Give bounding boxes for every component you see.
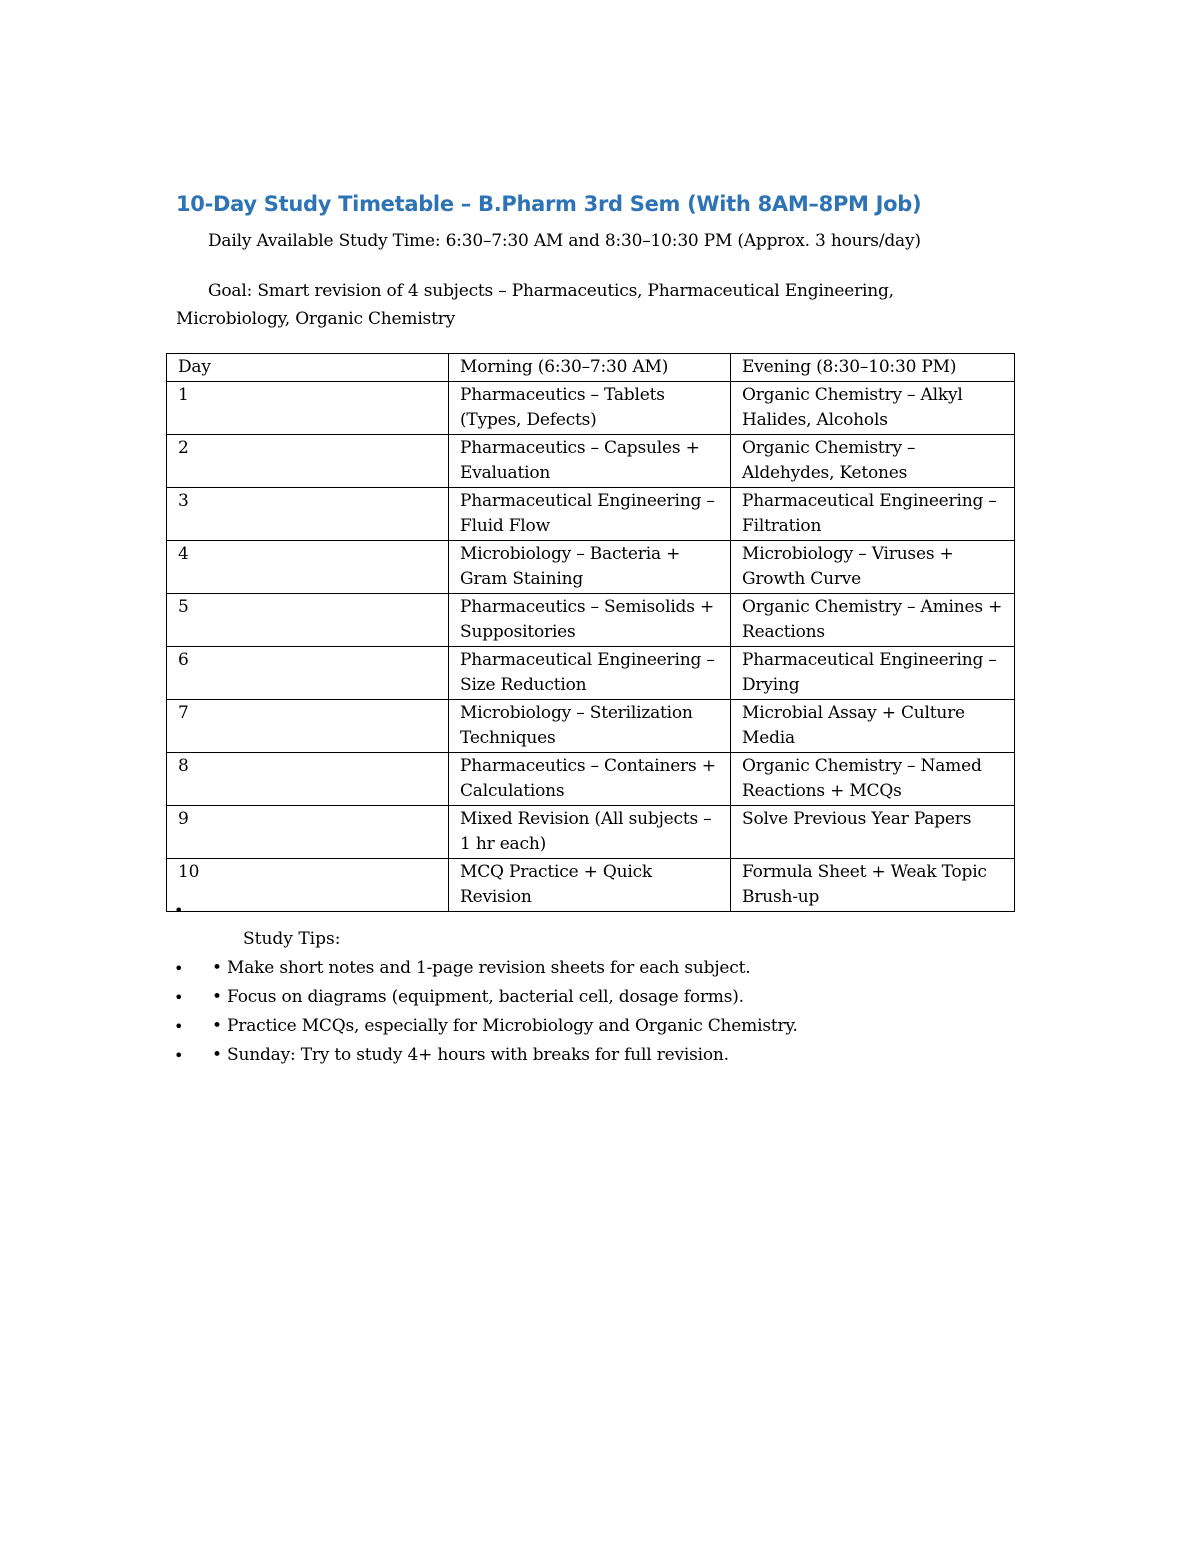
morning-cell: MCQ Practice + Quick Revision [449,859,731,912]
day-cell: 1 [167,382,449,435]
table-row [167,753,1015,806]
evening-cell: Microbial Assay + Culture Media [731,700,1015,753]
bullet-icon: • [174,1017,184,1036]
morning-cell: Mixed Revision (All subjects – 1 hr each) [449,806,731,859]
table-row [167,382,1015,435]
morning-cell: Microbiology – Sterilization Techniques [449,700,731,753]
day-cell: 5 [167,594,449,647]
table-row [167,806,1015,859]
header-evening: Evening (8:30–10:30 PM) [731,354,1015,382]
table-row [167,700,1015,753]
page-title: 10-Day Study Timetable – B.Pharm 3rd Sem (With 8AM–8PM Job) [176,192,922,216]
morning-cell: Pharmaceutics – Semisolids + Suppositories [449,594,731,647]
bullet-icon: • [174,901,184,920]
table-header-row [167,354,1015,382]
day-cell: 6 [167,647,449,700]
evening-cell: Solve Previous Year Papers [731,806,1015,859]
list-item: • Focus on diagrams (equipment, bacterial cell, dosage forms). [212,987,744,1007]
table-row [167,647,1015,700]
evening-cell: Organic Chemistry – Amines + Reactions [731,594,1015,647]
morning-cell: Microbiology – Bacteria + Gram Staining [449,541,731,594]
bullet-icon: • [174,988,184,1007]
goal-text-line-1: Goal: Smart revision of 4 subjects – Pharmaceutics, Pharmaceutical Engineering, [208,281,894,301]
evening-cell: Formula Sheet + Weak Topic Brush-up [731,859,1015,912]
evening-cell: Pharmaceutical Engineering – Filtration [731,488,1015,541]
day-cell: 3 [167,488,449,541]
day-cell: 9 [167,806,449,859]
available-time-text: Daily Available Study Time: 6:30–7:30 AM and 8:30–10:30 PM (Approx. 3 hours/day) [208,231,921,251]
header-morning: Morning (6:30–7:30 AM) [449,354,731,382]
evening-cell: Organic Chemistry – Alkyl Halides, Alcohols [731,382,1015,435]
morning-cell: Pharmaceutics – Tablets (Types, Defects) [449,382,731,435]
table-row [167,435,1015,488]
table-row [167,541,1015,594]
day-cell: 4 [167,541,449,594]
morning-cell: Pharmaceutics – Containers + Calculations [449,753,731,806]
morning-cell: Pharmaceutical Engineering – Fluid Flow [449,488,731,541]
list-item: • Make short notes and 1-page revision sheets for each subject. [212,958,751,978]
morning-cell: Pharmaceutical Engineering – Size Reduction [449,647,731,700]
evening-cell: Pharmaceutical Engineering – Drying [731,647,1015,700]
tips-heading: Study Tips: [243,929,341,949]
day-cell: 7 [167,700,449,753]
evening-cell: Organic Chemistry – Named Reactions + MCQs [731,753,1015,806]
bullet-icon: • [174,959,184,978]
timetable [166,353,1015,912]
day-cell: 2 [167,435,449,488]
evening-cell: Organic Chemistry – Aldehydes, Ketones [731,435,1015,488]
day-cell: 10 [167,859,449,912]
goal-text-line-2: Microbiology, Organic Chemistry [176,309,456,329]
evening-cell: Microbiology – Viruses + Growth Curve [731,541,1015,594]
table-row [167,859,1015,912]
list-item: • Practice MCQs, especially for Microbiology and Organic Chemistry. [212,1016,798,1036]
day-cell: 8 [167,753,449,806]
table-row [167,594,1015,647]
morning-cell: Pharmaceutics – Capsules + Evaluation [449,435,731,488]
bullet-icon: • [174,1046,184,1065]
header-day: Day [167,354,449,382]
table-row [167,488,1015,541]
list-item: • Sunday: Try to study 4+ hours with breaks for full revision. [212,1045,729,1065]
